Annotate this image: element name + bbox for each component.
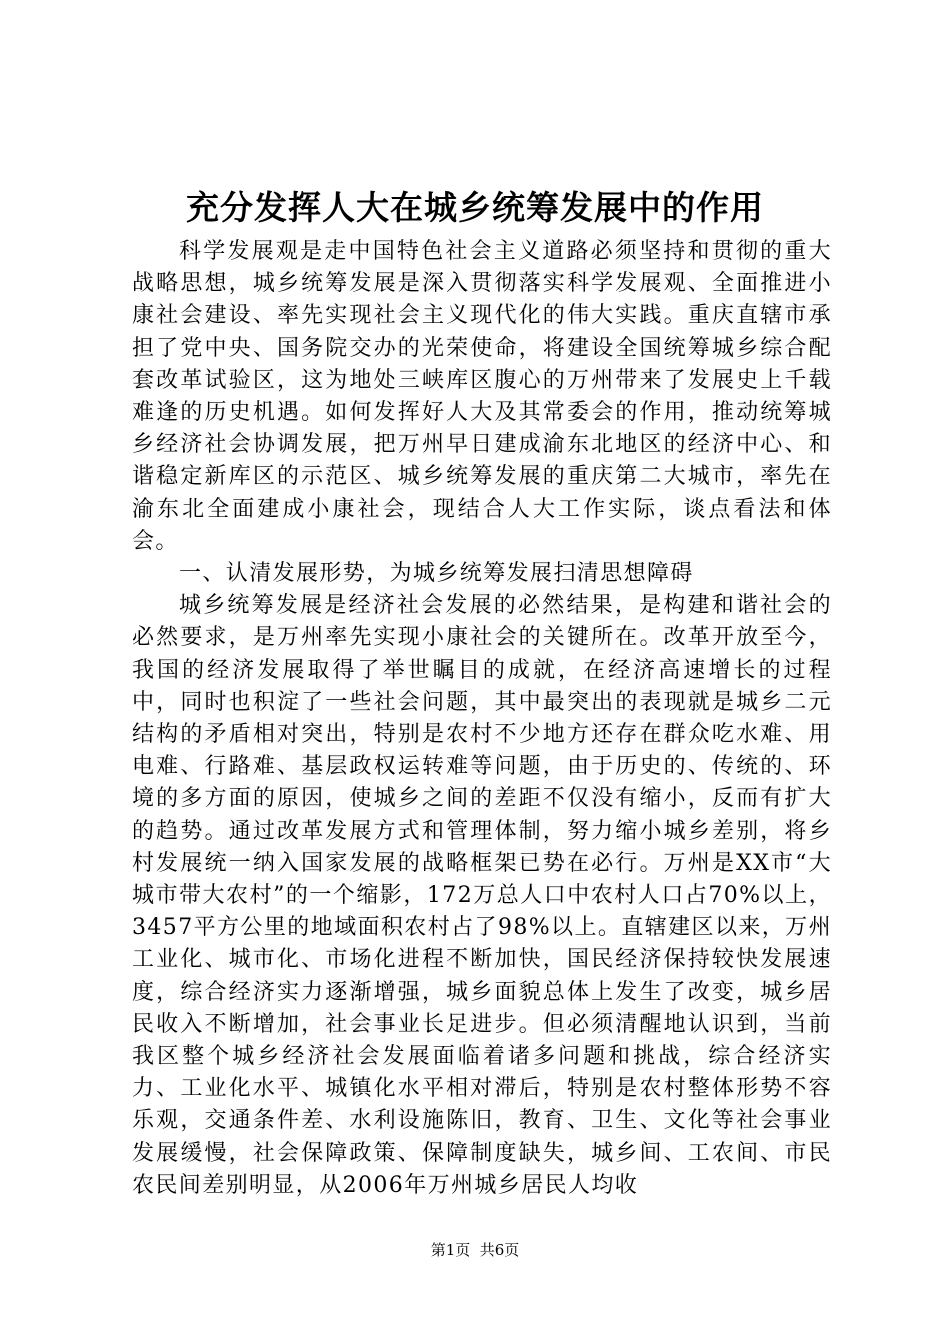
section-heading-1: 一、认清发展形势，为城乡统筹发展扫清思想障碍 <box>179 561 694 587</box>
section-1-paragraph: 城乡统筹发展是经济社会发展的必然结果，是构建和谐社会的必然要求，是万州率先实现小康社会的关键所在。改革开放至今，我国的经济发展取得了举世瞩目的成就，在经济高速增长的过程中，同时也积淀了一些社会问题，其中最突出的表现就是城乡二元结构的矛盾相对突出，特别是农村不少地方还存在群众吃水难、用电难、行路难、基层政权运转难等问题，由于历史的、传统的、环境的多方面的原因，使城乡之间的差距不仅没有缩小，反而有扩大的趋势。通过改革发展方式和管理体制，努力缩小城乡差别，将乡村发展统一纳入国家发展的战略框架已势在必行。万州是XX市“大城市带大农村”的一个缩影，172万总人口中农村人口占70%以上，3457平方公里的地域面积农村占了98%以上。直辖建区以来，万州工业化、城市化、市场化进程不断加快，国民经济保持较快发展速度，综合经济实力逐渐增强，城乡面貌总体上发生了改变，城乡居民收入不断增加，社会事业长足进步。但必须清醒地认识到，当前我区整个城乡经济社会发展面临着诸多问题和挑战，综合经济实力、工业化水平、城镇化水平相对滞后，特别是农村整体形势不容乐观，交通条件差、水利设施陈旧，教育、卫生、文化等社会事业发展缓慢，社会保障政策、保障制度缺失，城乡间、工农间、市民农民间差别明显，从2006年万州城乡居民人均收 <box>132 593 832 1198</box>
page-footer: 第1页 共6页 <box>430 1241 520 1259</box>
intro-paragraph: 科学发展观是走中国特色社会主义道路必须坚持和贯彻的重大战略思想，城乡统筹发展是深入贯彻落实科学发展观、全面推进小康社会建设、率先实现社会主义现代化的伟大实践。重庆直辖市承担了党中央、国务院交办的光荣使命，将建设全国统筹城乡综合配套改革试验区，这为地处三峡库区腹心的万州带来了发展史上千载难逢的历史机遇。如何发挥好人大及其常委会的作用，推动统筹城乡经济社会协调发展，把万州早日建成渝东北地区的经济中心、和谐稳定新库区的示范区、城乡统筹发展的重庆第二大城市，率先在渝东北全面建成小康社会，现结合人大工作实际，谈点看法和体会。 <box>132 239 832 554</box>
document-body <box>132 236 832 1202</box>
document-title: 充分发挥人大在城乡统筹发展中的作用 <box>186 188 764 227</box>
